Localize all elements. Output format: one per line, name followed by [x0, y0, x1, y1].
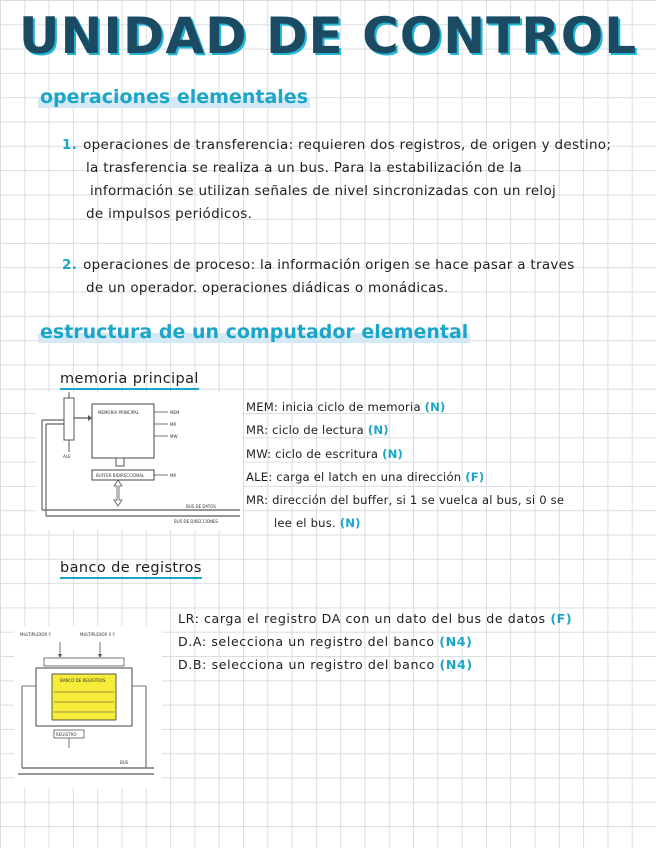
- list-item-proceso: [62, 254, 642, 300]
- signal-item: MEM: inicia ciclo de memoria (N): [246, 400, 446, 414]
- item-line: de impulsos periódicos.: [86, 206, 253, 222]
- signal-item: D.B: selecciona un registro del banco (N4): [178, 657, 473, 672]
- memoria-signal-list: [246, 396, 650, 536]
- item-line: operaciones de transferencia: requieren dos registros, de origen y destino;: [83, 137, 612, 153]
- diagram-bank-label: BANCO DE REGISTROS: [60, 678, 106, 683]
- signal-item: ALE: carga el latch en una dirección (F): [246, 469, 485, 484]
- item-line: la trasferencia se realiza a un bus. Para la estabilización de la: [86, 160, 522, 176]
- subheading-memoria: memoria principal: [60, 371, 199, 387]
- item-line: operaciones de proceso: la información origen se hace pasar a traves: [83, 257, 575, 273]
- memoria-diagram: [36, 392, 242, 530]
- diagram-signal: MEM: [170, 410, 180, 415]
- item-number: 2.: [62, 257, 78, 273]
- banco-signal-list: [178, 607, 652, 676]
- page-title: UNIDAD DE CONTROL: [18, 7, 638, 65]
- signal-item: lee el bus. (N): [274, 516, 361, 531]
- diagram-reg-label: REGISTRO: [56, 732, 77, 737]
- section-heading-estructura: estructura de un computador elemental: [40, 321, 469, 343]
- item-number: 1.: [62, 137, 78, 153]
- diagram-bus-datos: BUS DE DATOS: [186, 504, 216, 509]
- signal-item: D.A: selecciona un registro del banco (N4): [178, 634, 473, 649]
- section-heading-operaciones: operaciones elementales: [40, 86, 309, 108]
- signal-item: MR: ciclo de lectura (N): [246, 423, 389, 438]
- diagram-buffer: BUFFER BIDIRECCIONAL: [96, 473, 145, 478]
- item-line: información se utilizan señales de nivel sincronizadas con un reloj: [90, 183, 557, 199]
- diagram-signal: MW: [170, 434, 178, 439]
- signal-item: MW: ciclo de escritura (N): [246, 446, 404, 461]
- subheading-banco: banco de registros: [60, 560, 202, 576]
- diagram-memory-block: MEMORIA PRINCIPAL: [98, 410, 140, 415]
- diagram-mux-a: MULTIPLEXOR Y: [20, 632, 51, 637]
- diagram-label-ale: ALE: [63, 454, 71, 459]
- diagram-signal: MR: [170, 473, 177, 478]
- item-line: de un operador. operaciones diádicas o monádicas.: [86, 280, 449, 296]
- diagram-bus-label: BUS: [120, 760, 129, 765]
- banco-diagram: [14, 626, 162, 788]
- signal-item: MR: dirección del buffer, si 1 se vuelca al bus, si 0 se: [246, 493, 565, 508]
- diagram-mux-b: MULTIPLEXOR X Y: [80, 632, 115, 637]
- list-item-transferencia: [62, 134, 642, 226]
- signal-item: LR: carga el registro DA con un dato del bus de datos (F): [178, 611, 573, 626]
- diagram-bus-direcciones: BUS DE DIRECCIONES: [174, 519, 218, 524]
- diagram-signal: MR: [170, 422, 177, 427]
